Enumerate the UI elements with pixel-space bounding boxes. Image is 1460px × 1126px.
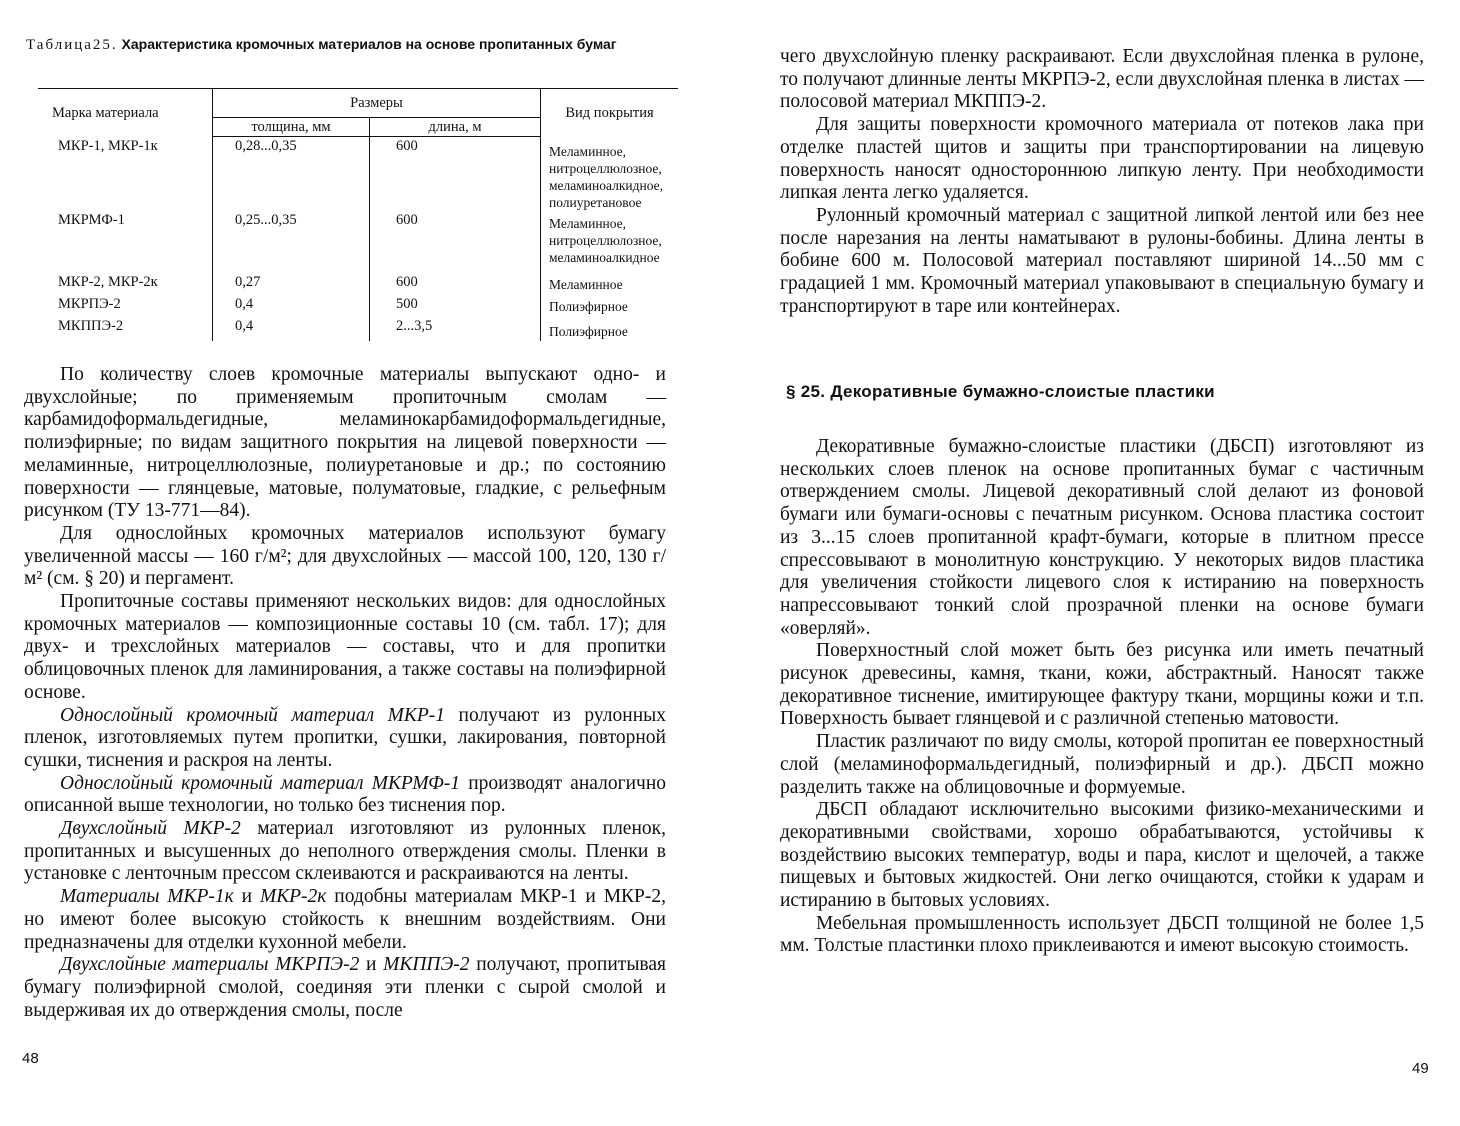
paragraph — [24, 705, 666, 773]
cell-coating: Полиэфирное — [541, 317, 679, 341]
paragraph: Для однослойных кромочных материалов используют бумагу увеличенной массы — 160 г/м²; для двухслойных — массой 100, 120, 130 г/м² (см. § 20) и пергамент. — [24, 522, 666, 590]
paragraph — [24, 886, 666, 954]
cell-thickness: 0,25...0,35 — [213, 211, 370, 273]
cell-length: 600 — [370, 137, 541, 211]
cell-length: 2...3,5 — [370, 317, 541, 341]
paragraph-text: подобны материалам МКР-1 и МКР-2, но имеют более высокую стойкость к внешним воздействиям. Они предназначены для отделки кухонной мебели. — [24, 886, 667, 953]
header-grade: Марка материала — [38, 89, 213, 137]
header-coating: Вид покрытия — [541, 89, 679, 137]
cell-thickness: 0,27 — [213, 273, 370, 295]
right-body-text — [780, 436, 1424, 958]
paragraph — [24, 773, 666, 818]
paragraph: Рулонный кромочный материал с защитной липкой лентой или без нее после нарезания на ленты наматывают в рулоны-бобины. Длина ленты в бобине 600 м. Полосовой материал поставляют шириной 14...50 мм с градацией 1 мм. Кромочный материал упаковывают в специальную бумагу и транспортируют в таре или контейнерах. — [780, 204, 1424, 317]
table-row — [38, 211, 678, 273]
paragraph: По количеству слоев кромочные материалы выпускают одно- и двухслойные; по применяемым пропиточным смолам — карбамидоформальдегидные, меламинокарбамидоформальдегидные, полиэфирные; по видам защитного покрытия на лицевой поверхности — меламинные, нитроцеллюлозные, полиуретановые и др.; по состоянию поверхности — глянцевые, матовые, полуматовые, гладкие, с рельефным рисунком (ТУ 13-771—84). — [24, 364, 666, 522]
table-row — [38, 317, 678, 341]
cell-thickness: 0,28...0,35 — [213, 137, 370, 211]
paragraph-text: получают, пропитывая бумагу полиэфирной смолой, соединяя эти пленки с сырой смолой и выдерживая их до отверждения смолы, после — [24, 954, 666, 1021]
header-length: длина, м — [370, 118, 541, 137]
cell-length: 600 — [370, 211, 541, 273]
emphasis: Однослойный кромочный материал МКРМФ-1 — [60, 772, 461, 794]
cell-coating: Меламинное — [541, 273, 679, 295]
paragraph-text: получают из рулонных пленок, изготовляемых путем пропитки, сушки, лакирования, повторной сушки, тиснения и раскроя на ленты. — [24, 704, 666, 771]
paragraph — [24, 818, 666, 886]
table-label: Таблица25. — [26, 37, 118, 53]
table-caption — [26, 36, 676, 53]
paragraph: Пропиточные составы применяют нескольких видов: для однослойных кромочных материалов — композиционные составы 10 (см. табл. 17); для двух- и трехслойных материалов — составы, что и для пропитки облицовочных пленок для ламинирования, а также составы на полиэфирной основе. — [24, 591, 666, 703]
emphasis: МКППЭ-2 — [383, 954, 470, 976]
paragraph — [24, 954, 666, 1022]
left-body-text — [24, 364, 666, 1022]
cell-grade: МКР-2, МКР-2к — [58, 273, 158, 290]
emphasis: Двухслойные материалы МКРПЭ-2 — [60, 954, 360, 976]
cell-coating: Меламинное, нитроцеллюлозное, меламиноалкидное, полиуретановое — [541, 137, 679, 211]
cell-length: 600 — [370, 273, 541, 295]
table-row — [38, 295, 678, 317]
cell-coating: Полиэфирное — [541, 295, 679, 317]
cell-grade: МКРПЭ-2 — [58, 295, 121, 312]
right-top-text — [780, 46, 1424, 318]
paragraph-text: материал изготовляют из рулонных пленок, пропитанных и высушенных до неполного отверждения смолы. Пленки в установке с ленточным прессом склеиваются и раскраиваются на ленты. — [24, 818, 666, 885]
cell-grade: МКППЭ-2 — [58, 317, 124, 334]
paragraph-text: производят аналогично описанной выше технологии, но только без тиснения пор. — [24, 772, 667, 817]
emphasis: Материалы МКР-1к — [60, 886, 234, 908]
section-heading: § 25. Декоративные бумажно-слоистые пластики — [786, 382, 1215, 401]
table-row — [38, 273, 678, 295]
cell-thickness: 0,4 — [213, 317, 370, 341]
header-sizes: Размеры — [213, 89, 541, 118]
paragraph: чего двухслойную пленку раскраивают. Если двухслойная пленка в рулоне, то получают длинные ленты МКРПЭ-2, если двухслойная пленка в листах — полосовой материал МКППЭ-2. — [780, 46, 1424, 113]
paragraph: Пластик различают по виду смолы, которой пропитан ее поверхностный слой (меламиноформальдегидный, полиэфирный и др.). ДБСП можно разделить также на облицовочные и формуемые. — [780, 731, 1424, 798]
emphasis: МКР-2к — [259, 886, 327, 908]
edge-materials-table — [38, 88, 678, 341]
cell-length: 500 — [370, 295, 541, 317]
left-page — [0, 0, 700, 1126]
paragraph-text: и — [359, 954, 384, 976]
cell-thickness: 0,4 — [213, 295, 370, 317]
header-thickness: толщина, мм — [213, 118, 370, 137]
paragraph: Поверхностный слой может быть без рисунка или иметь печатный рисунок древесины, камня, ткани, кожи, абстрактный. Наносят также декоративное тиснение, имитирующее фактуру ткани, морщины кожи и т.п. Поверхность бывает глянцевой и с различной степенью матовости. — [780, 640, 1424, 730]
cell-grade: МКРМФ-1 — [58, 211, 125, 228]
table-row — [38, 137, 678, 211]
page-number: 48 — [22, 1050, 39, 1067]
paragraph: ДБСП обладают исключительно высокими физико-механическими и декоративными свойствами, хорошо обрабатываются, устойчивы к воздействию высоких температур, воды и пара, кислот и щелочей, а также пищевых и бытовых жидкостей. Они легко очищаются, стойки к ударам и истиранию в бытовых условиях. — [780, 799, 1424, 912]
paragraph: Для защиты поверхности кромочного материала от потеков лака при отделке пластей щитов и защиты при транспортировании на лицевую поверхность наносят одностороннюю липкую ленту. При необходимости липкая лента легко удаляется. — [780, 114, 1424, 204]
cell-grade: МКР-1, МКР-1к — [58, 137, 158, 154]
emphasis: Двухслойный МКР-2 — [60, 818, 241, 840]
right-page — [730, 0, 1460, 1126]
emphasis: Однослойный кромочный материал МКР-1 — [60, 704, 445, 726]
table-title: Характеристика кромочных материалов на основе пропитанных бумаг — [121, 36, 617, 52]
paragraph: Декоративные бумажно-слоистые пластики (ДБСП) изготовляют из нескольких слоев пленок на основе пропитанных бумаг с частичным отверждением смолы. Лицевой декоративный слой делают из фоновой бумаги или бумаги-основы с печатным рисунком. Основа пластика состоит из 3...15 слоев пропитанной крафт-бумаги, которые в плитном прессе спрессовывают в монолитную конструкцию. У некоторых видов пластика для увеличения стойкости лицевого слоя к истиранию на поверхность напрессовывают тонкий слой прозрачной пленки на основе бумаги «оверляй». — [780, 436, 1424, 639]
paragraph-text: и — [233, 886, 260, 908]
page-number: 49 — [1412, 1060, 1429, 1077]
paragraph: Мебельная промышленность использует ДБСП толщиной не более 1,5 мм. Толстые пластинки плохо приклеиваются и имеют высокую стоимость. — [780, 912, 1424, 957]
cell-coating: Меламинное, нитроцеллюлозное, меламиноалкидное — [541, 211, 679, 273]
